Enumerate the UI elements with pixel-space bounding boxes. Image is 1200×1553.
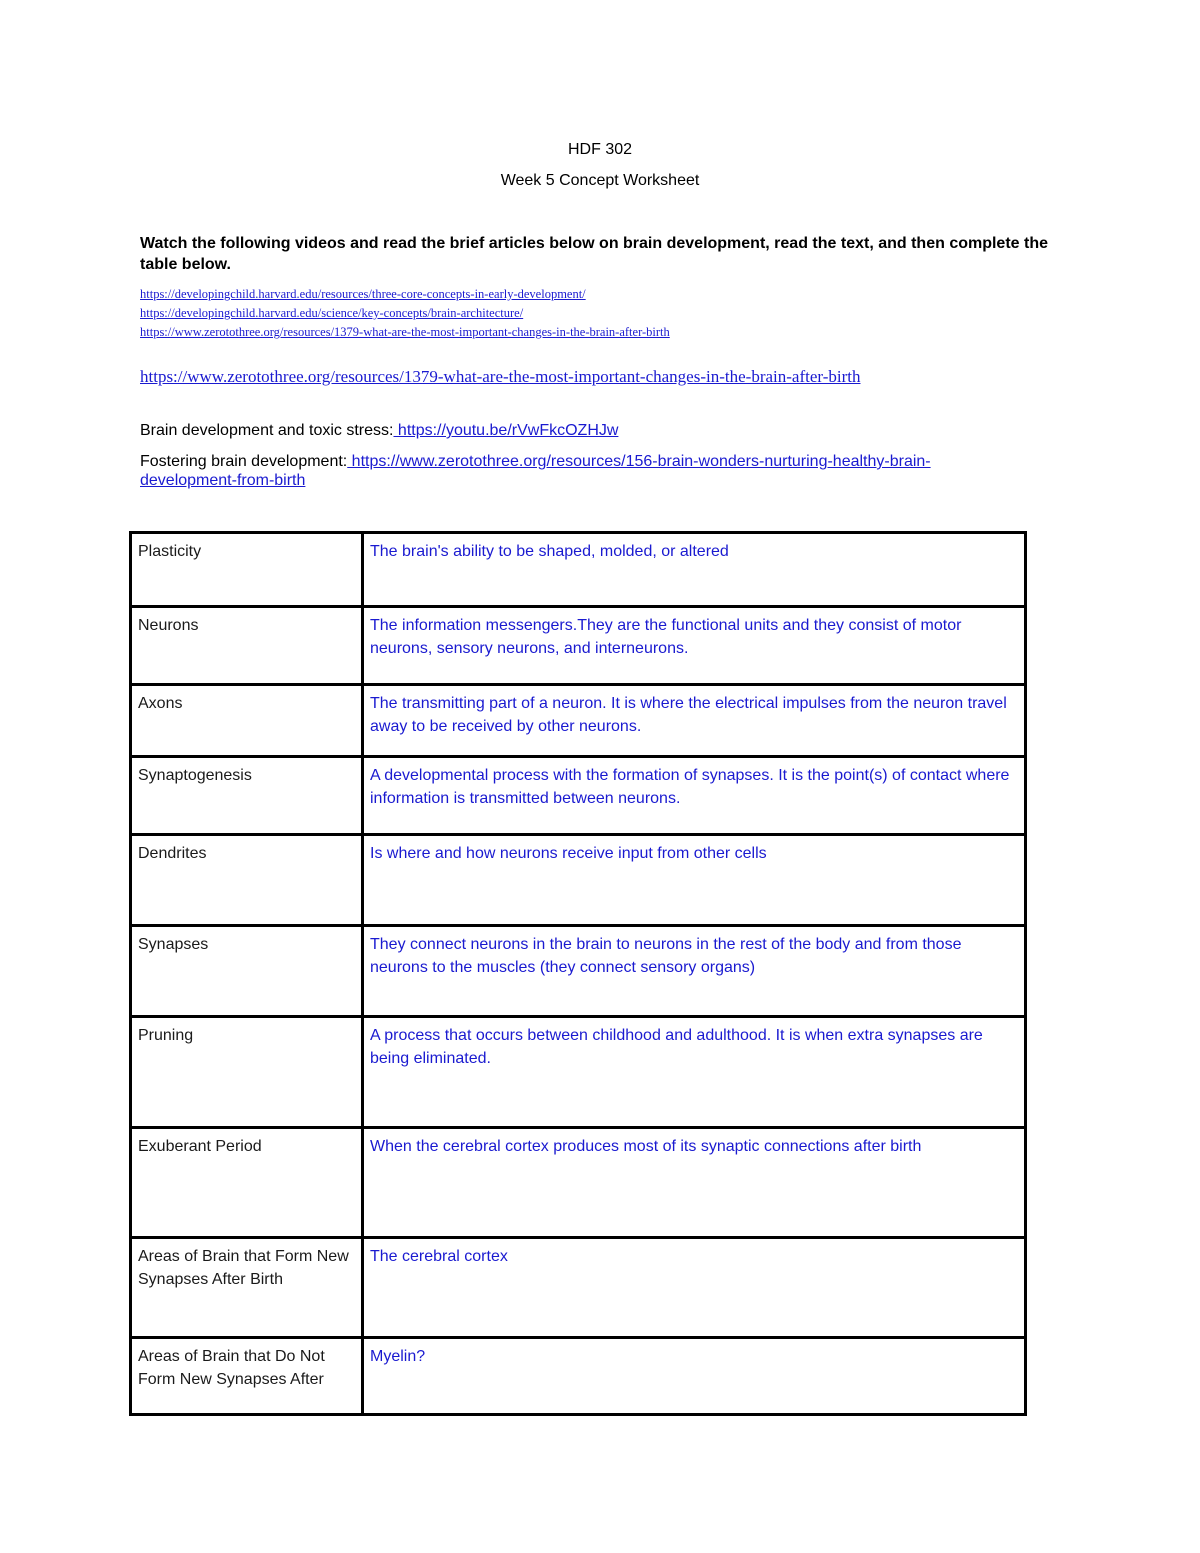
video-link-toxic-stress[interactable]: https://youtu.be/rVwFkcOZHJw xyxy=(393,422,619,439)
table-row xyxy=(131,685,1026,757)
resource-fostering-brain xyxy=(140,452,1000,490)
term-cell: Neurons xyxy=(131,607,363,685)
article-link-1[interactable]: https://developingchild.harvard.edu/resources/three-core-concepts-in-early-development/ xyxy=(140,287,586,301)
table-row xyxy=(131,533,1026,607)
resource-label: Brain development and toxic stress: xyxy=(140,422,394,439)
table-row xyxy=(131,1017,1026,1128)
term-cell: Axons xyxy=(131,685,363,757)
worksheet-title: Week 5 Concept Worksheet xyxy=(500,172,700,189)
table-row xyxy=(131,607,1026,685)
term-cell: Areas of Brain that Form New Synapses After Birth xyxy=(131,1238,363,1338)
definition-cell: A process that occurs between childhood and adulthood. It is when extra synapses are being eliminated. xyxy=(363,1017,1026,1128)
article-link-3[interactable]: https://www.zerotothree.org/resources/1379-what-are-the-most-important-changes-in-the-brain-after-birth xyxy=(140,325,670,339)
definition-cell: Is where and how neurons receive input from other cells xyxy=(363,835,1026,926)
concept-table xyxy=(129,531,1027,1416)
definition-cell: Myelin? xyxy=(363,1338,1026,1415)
resource-toxic-stress xyxy=(140,421,1000,440)
table-row xyxy=(131,757,1026,835)
term-cell: Exuberant Period xyxy=(131,1128,363,1238)
definition-cell: The brain's ability to be shaped, molded, or altered xyxy=(363,533,1026,607)
term-cell: Pruning xyxy=(131,1017,363,1128)
term-cell: Synaptogenesis xyxy=(131,757,363,835)
definition-cell: The information messengers.They are the functional units and they consist of motor neurons, sensory neurons, and interneurons. xyxy=(363,607,1026,685)
definition-cell: A developmental process with the formation of synapses. It is the point(s) of contact where information is transmitted between neurons. xyxy=(363,757,1026,835)
definition-cell: They connect neurons in the brain to neurons in the rest of the body and from those neurons to the muscles (they connect sensory organs) xyxy=(363,926,1026,1017)
table-row xyxy=(131,1238,1026,1338)
link-brain-wonders[interactable]: https://www.zerotothree.org/resources/156-brain-wonders-nurturing-healthy-brain-development-from-birth xyxy=(140,453,931,489)
term-cell: Synapses xyxy=(131,926,363,1017)
definition-cell: The cerebral cortex xyxy=(363,1238,1026,1338)
table-row xyxy=(131,1128,1026,1238)
zerotothree-link[interactable]: https://www.zerotothree.org/resources/1379-what-are-the-most-important-changes-in-the-brain-after-birth xyxy=(140,367,861,386)
article-links xyxy=(140,285,670,342)
table-row xyxy=(131,835,1026,926)
table-row xyxy=(131,926,1026,1017)
definition-cell: The transmitting part of a neuron. It is where the electrical impulses from the neuron travel away to be received by other neurons. xyxy=(363,685,1026,757)
resource-label: Fostering brain development: xyxy=(140,453,348,470)
term-cell: Areas of Brain that Do Not Form New Synapses After xyxy=(131,1338,363,1415)
term-cell: Plasticity xyxy=(131,533,363,607)
term-cell: Dendrites xyxy=(131,835,363,926)
instructions-text: Watch the following videos and read the brief articles below on brain development, read the text, and then complete the table below. xyxy=(140,235,1048,273)
article-link-2[interactable]: https://developingchild.harvard.edu/science/key-concepts/brain-architecture/ xyxy=(140,306,524,320)
course-code: HDF 302 xyxy=(567,141,633,158)
table-row xyxy=(131,1338,1026,1415)
definition-cell: When the cerebral cortex produces most of its synaptic connections after birth xyxy=(363,1128,1026,1238)
